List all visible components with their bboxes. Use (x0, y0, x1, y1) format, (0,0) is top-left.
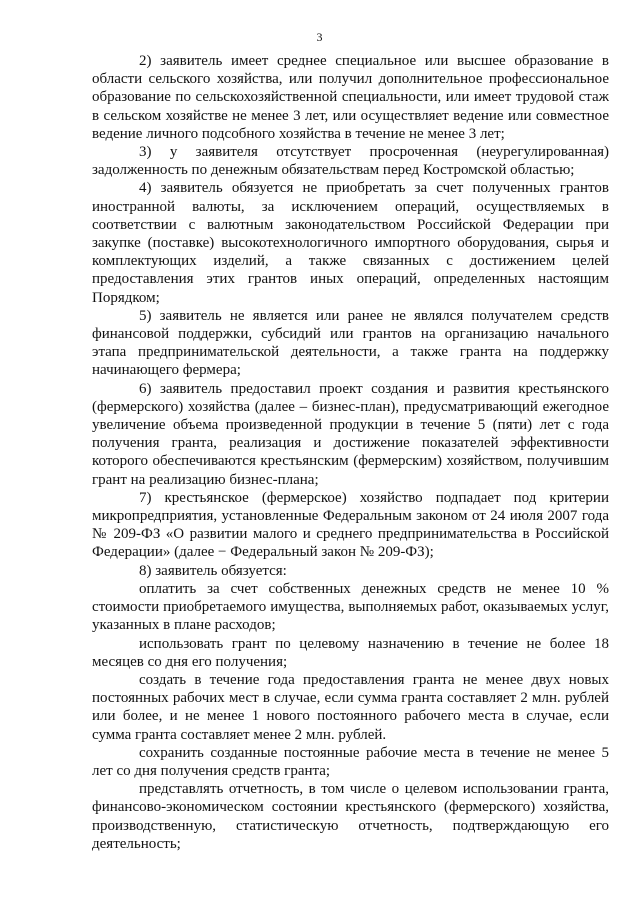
paragraph-condition-2: 2) заявитель имеет среднее специальное или высшее образование в области сельского хозяйства, или получил дополнительное профессиональное образование по сельскохозяйственной специальности, или имеет трудовой стаж в сельском хозяйстве не менее 3 лет, или осуществляет ведение или совместное ведение личного подсобного хозяйства в течение не менее 3 лет; (92, 53, 609, 142)
paragraph-condition-4: 4) заявитель обязуется не приобретать за счет полученных грантов иностранной валюты, за исключением операций, осуществляемых в соответствии с валютным законодательством Российской Федерации при закупке (поставке) высокотехнологичного импортного оборудования, сырья и комплектующих изделий, а также связанных с достижением целей предоставления этих грантов иных операций, определенных настоящим Порядком; (92, 180, 609, 306)
paragraph-obligation-cofinancing: оплатить за счет собственных денежных средств не менее 10 % стоимости приобретаемого имущества, выполняемых работ, оказываемых услуг, указанных в плане расходов; (92, 580, 609, 634)
paragraph-obligation-target-use: использовать грант по целевому назначению в течение не более 18 месяцев со дня его получения; (92, 635, 609, 670)
paragraph-condition-3: 3) у заявителя отсутствует просроченная (неурегулированная) задолженность по денежным обязательствам перед Костромской областью; (92, 144, 609, 179)
page-number: 3 (316, 30, 323, 44)
paragraph-obligation-reporting: представлять отчетность, в том числе о целевом использовании гранта, финансово-экономическом состоянии крестьянского (фермерского) хозяйства, производственную, статистическую отчетность, подтверждающую его деятельность; (92, 781, 609, 852)
paragraph-obligation-keep-jobs: сохранить созданные постоянные рабочие места в течение не менее 5 лет со дня получения средств гранта; (92, 744, 609, 779)
document-body (92, 52, 609, 853)
paragraph-condition-7: 7) крестьянское (фермерское) хозяйство подпадает под критерии микропредприятия, установленные Федеральным законом от 24 июля 2007 года № 209-ФЗ «О развитии малого и среднего предпринимательства в Российской Федерации» (далее − Федеральный закон № 209-ФЗ); (92, 489, 609, 561)
paragraph-condition-6: 6) заявитель предоставил проект создания и развития крестьянского (фермерского) хозяйства (далее – бизнес-план), предусматривающий ежегодное увеличение объема произведенной продукции в течение 5 (пяти) лет с года получения гранта, реализация и достижение показателей эффективности которого обеспечиваются крестьянским (фермерским) хозяйством, получившим грант на реализацию бизнес-плана; (92, 380, 609, 488)
paragraph-condition-8: 8) заявитель обязуется: (139, 562, 287, 579)
paragraph-condition-5: 5) заявитель не является или ранее не являлся получателем средств финансовой поддержки, субсидий или грантов на организацию начального этапа предпринимательской деятельности, а также гранта на поддержку начинающего фермера; (92, 307, 609, 379)
paragraph-obligation-create-jobs: создать в течение года предоставления гранта не менее двух новых постоянных рабочих мест в случае, если сумма гранта составляет 2 млн. рублей или более, и не менее 1 нового постоянного рабочего места в случае, если сумма гранта составляет менее 2 млн. рублей. (92, 671, 609, 743)
